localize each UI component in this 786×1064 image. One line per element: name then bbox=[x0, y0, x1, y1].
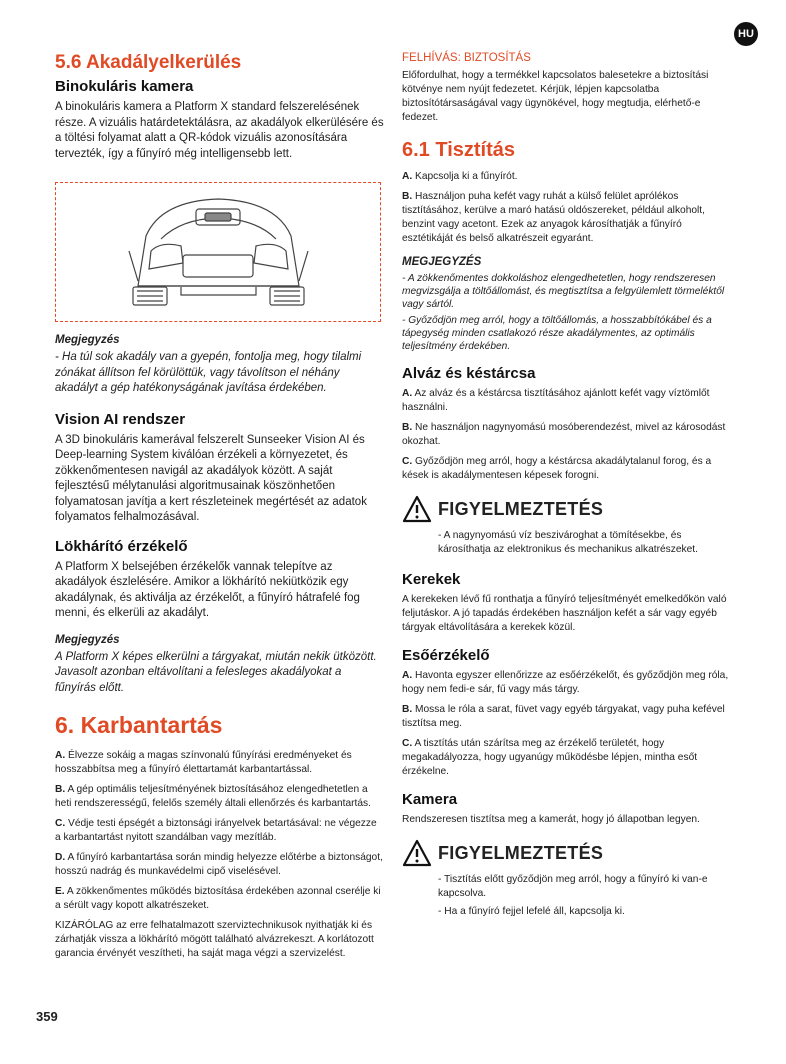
heading-rain-sensor: Esőérzékelő bbox=[402, 647, 490, 664]
chassis-item-a: A. Az alváz és a késtárcsa tisztításához ajánlott kefét vagy víztömlőt használni. bbox=[402, 388, 710, 413]
heading-bumper-sensor: Lökhárító érzékelő bbox=[55, 537, 188, 555]
cleaning-note-title: MEGJEGYZÉS bbox=[402, 256, 482, 268]
paragraph-camera: Rendszeresen tisztítsa meg a kamerát, hogy jó állapotban legyen. bbox=[402, 814, 700, 825]
chassis-item-b: B. Ne használjon nagynyomású mosóberendezést, mivel az károsodást okozhat. bbox=[402, 422, 726, 447]
chassis-item-c: C. Győződjön meg arról, hogy a késtárcsa akadálytalanul forog, és a kések is akadálymentesen képesek forogni. bbox=[402, 456, 712, 481]
warning-2-title: FIGYELMEZTETÉS bbox=[438, 842, 604, 863]
paragraph-vision-ai: A 3D binokuláris kamerával felszerelt Sunseeker Vision AI és Deep-learning System kiválóan érzékeli a környezetet, és zökkenőmentesen navigál az akadályok között. A saját fejlesztésű mélytanulási algoritmusainak köszönhetően folyamatosan javítja a kert részleteinek megértését az adatok folyamatos felhalmozásával. bbox=[55, 433, 367, 523]
cleaning-note-2: - Győződjön meg arról, hogy a töltőállomás, a hosszabbítókábel és a tápegység minden csatlakozó része akadálymentes, az optimális teljesítmény érdekében. bbox=[402, 315, 712, 352]
maintenance-item-b: B. A gép optimális teljesítményének biztosításához elengedhetetlen a heti rendszerességű, felelős személy általi ellenőrzés és karbantartás. bbox=[55, 784, 371, 809]
page-number: 359 bbox=[36, 1009, 58, 1024]
cleaning-item-a: A. Kapcsolja ki a fűnyírót. bbox=[402, 171, 518, 182]
rain-item-c: C. A tisztítás után szárítsa meg az érzékelő területét, hogy megakadályozza, hogy ugyanúgy működésbe lépjen, mintha esőt érzékelne. bbox=[402, 738, 698, 777]
note1-text: - Ha túl sok akadály van a gyepén, fontolja meg, hogy tilalmi zónákat állítson fel körülöttük, vagy távolítson el néhány akadályt a gép hatékonyságának javítása érdekében. bbox=[55, 351, 362, 394]
warning-1-title: FIGYELMEZTETÉS bbox=[438, 498, 604, 519]
language-badge: HU bbox=[734, 22, 758, 46]
note1-title: Megjegyzés bbox=[55, 334, 120, 346]
paragraph-binocular-camera: A binokuláris kamera a Platform X standard felszerelésének része. A vizuális határdetektálásra, az akadályok elkerülésére és a töltési folyamat alatt a QR-kódok vizuális azonosítására tervezték, így a fűnyíró még intelligensebb lett. bbox=[55, 101, 384, 160]
cleaning-note-1: - A zökkenőmentes dokkoláshoz elengedhetetlen, hogy rendszeresen megvizsgálja a töltőállomást, és megtisztítsa a felgyülemlett törmeléktől vagy sártól. bbox=[402, 273, 725, 310]
insurance-callout-title: FELHÍVÁS: BIZTOSÍTÁS bbox=[402, 52, 531, 64]
rain-item-a: A. Havonta egyszer ellenőrizze az esőérzékelőt, és győződjön meg róla, hogy nem fedi-e sár, fű vagy más tárgy. bbox=[402, 670, 729, 695]
heading-binocular-camera: Binokuláris kamera bbox=[55, 78, 194, 95]
mower-illustration-frame bbox=[55, 182, 381, 322]
paragraph-insurance: Előfordulhat, hogy a termékkel kapcsolatos balesetekre a biztosítási kötvénye nem nyújt fedezetet. Kérjük, lépjen kapcsolatba biztosítótársaságával vagy ügynökével, hogy megtudja, elérhető-e fedezet. bbox=[402, 70, 709, 123]
heading-wheels: Kerekek bbox=[402, 571, 461, 588]
section-title-obstacle-avoidance: 5.6 Akadályelkerülés bbox=[55, 52, 242, 73]
rain-item-b: B. Mossa le róla a sarat, füvet vagy egyéb tárgyakat, vagy puha kefével tisztítsa meg. bbox=[402, 704, 725, 729]
left-column bbox=[55, 52, 385, 967]
heading-vision-ai: Vision AI rendszer bbox=[55, 410, 186, 428]
note2-title: Megjegyzés bbox=[55, 633, 120, 646]
note2-text: A Platform X képes elkerülni a tárgyakat, miután nekik ütközött. Javasolt azonban eltávolítani a felesleges akadályokat a fűnyírás előtt. bbox=[55, 650, 377, 694]
heading-chassis: Alváz és késtárcsa bbox=[402, 365, 536, 382]
cleaning-item-b: B. Használjon puha kefét vagy ruhát a külső felület aprólékos tisztításához, kerülve a maró hatású oldószereket, például alkoholt, benzint vagy acetont. Ezek az anyagok károsíthatják a fűnyíró esztétikáját és belső alkatrészeit egyaránt. bbox=[402, 191, 705, 244]
warning-2-line-2: - Ha a fűnyíró fejjel lefelé áll, kapcsolja ki. bbox=[438, 906, 625, 917]
warning-1-header bbox=[402, 495, 735, 523]
warning-2-header bbox=[402, 839, 735, 867]
mower-front-illustration bbox=[121, 191, 316, 313]
warning-triangle-icon bbox=[402, 495, 432, 523]
paragraph-wheels: A kerekeken lévő fű ronthatja a fűnyíró teljesítményét emelkedőkön való feljutáskor. A jó tapadás érdekében használjon kefét a sár vagy egyéb tárgyak eltávolítására a kerekek közül. bbox=[402, 594, 727, 633]
maintenance-authorized-only: KIZÁRÓLAG az erre felhatalmazott szerviztechnikusok nyithatják ki és zárhatják vissza a lökhárító mögött található alvázrekeszt. A korlátozott garancia érvényét veszítheti, ha saját maga végzi a szervizelést. bbox=[55, 920, 374, 959]
maintenance-item-a: A. Élvezze sokáig a magas színvonalú fűnyírási eredményeket és hosszabbítsa meg a fűnyíró élettartamát karbantartással. bbox=[55, 750, 352, 775]
section-title-maintenance: 6. Karbantartás bbox=[55, 712, 223, 738]
heading-camera: Kamera bbox=[402, 791, 458, 808]
maintenance-item-c: C. Védje testi épségét a biztonsági irányelvek betartásával: ne végezze a karbantartást nyitott szandálban vagy mezítláb. bbox=[55, 818, 377, 843]
right-column bbox=[402, 52, 735, 923]
warning-2-line-1: - Tisztítás előtt győződjön meg arról, hogy a fűnyíró ki van-e kapcsolva. bbox=[438, 874, 708, 899]
paragraph-bumper-sensor: A Platform X belsejében érzékelők vannak telepítve az akadályok észlelésére. Amikor a lökhárító nekiütközik egy akadálynak, és aktiválja az érzékelőt, a fűnyíró hátrafelé fog menni, és elkerüli az akadályt. bbox=[55, 560, 360, 619]
warning-triangle-icon bbox=[402, 839, 432, 867]
maintenance-item-d: D. A fűnyíró karbantartása során mindig helyezze előtérbe a biztonságot, hosszú nadrág és munkavédelmi cipő viselésével. bbox=[55, 852, 383, 877]
maintenance-item-e: E. A zökkenőmentes működés biztosítása érdekében azonnal cserélje ki a sérült vagy kopott alkatrészeket. bbox=[55, 886, 381, 911]
warning-1-text: - A nagynyomású víz beszivároghat a tömítésekbe, és károsíthatja az elektronikus és mechanikus alkatrészeket. bbox=[438, 530, 698, 555]
section-title-cleaning: 6.1 Tisztítás bbox=[402, 139, 516, 161]
